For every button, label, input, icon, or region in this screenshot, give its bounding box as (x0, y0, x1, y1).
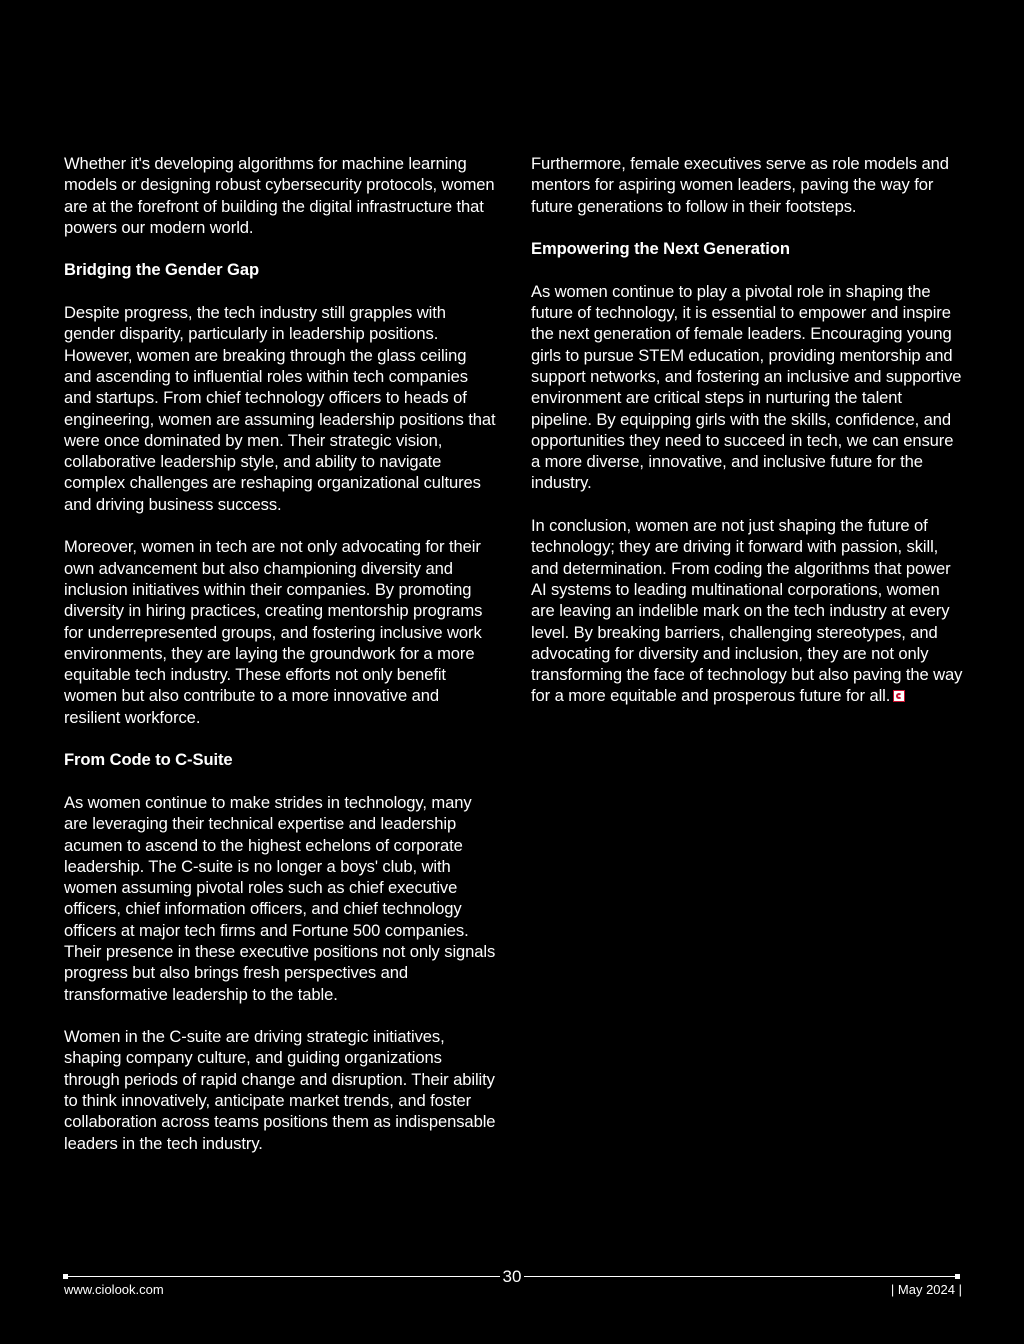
paragraph: Moreover, women in tech are not only advocating for their own advancement but also championing diversity and inclusion initiatives within their companies. By promoting diversity in hiring practices, creating mentorship programs for underrepresented groups, and fostering inclusive work environments, they are laying the groundwork for a more equitable tech industry. These efforts not only benefit women but also contribute to a more innovative and resilient workforce. (64, 537, 483, 727)
footer-rule-end-dot-left (63, 1274, 68, 1279)
footer-website: www.ciolook.com (64, 1282, 164, 1297)
page-number: 30 (502, 1267, 522, 1286)
footer-issue-date: | May 2024 | (890, 1282, 962, 1297)
section-heading-bridging-the-gender-gap: Bridging the Gender Gap (64, 260, 259, 280)
paragraph: Despite progress, the tech industry still grapples with gender disparity, particularly in leadership positions. However, women are breaking through the glass ceiling and ascending to influential roles within tech companies and startups. From chief technology officers to heads of engineering, women are assuming leadership positions that were once dominated by men. Their strategic vision, collaborative leadership style, and ability to navigate complex challenges are reshaping organizational cultures and driving business success. (64, 303, 496, 514)
closing-paragraph (531, 515, 963, 707)
paragraph: Furthermore, female executives serve as role models and mentors for aspiring women leaders, paving the way for future generations to follow in their footsteps. (531, 154, 949, 216)
end-mark-icon (893, 690, 905, 702)
paragraph: As women continue to make strides in technology, many are leveraging their technical expertise and leadership acumen to ascend to the highest echelons of corporate leadership. The C-suite is no longer a boys' club, with women assuming pivotal roles such as chief executive officers, chief information officers, and chief technology officers at major tech firms and Fortune 500 companies. Their presence in these executive positions not only signals progress but also brings fresh perspectives and transformative leadership to the table. (64, 792, 496, 1004)
paragraph: Women in the C-suite are driving strategic initiatives, shaping company culture, and guiding organizations through periods of rapid change and disruption. Their ability to think innovatively, anticipate market trends, and foster collaboration across teams positions them as indispensable leaders in the tech industry. (64, 1027, 496, 1153)
section-heading-empowering-the-next-generation: Empowering the Next Generation (531, 239, 790, 259)
closing-paragraph-text: In conclusion, women are not just shaping the future of technology; they are driving it forward with passion, skill, and determination. From coding the algorithms that power AI systems to leading multinational corporations, women are leaving an indelible mark on the tech industry at every level. By breaking barriers, challenging stereotypes, and advocating for diversity and inclusion, they are not only transforming the face of technology but also paving the way for a more equitable and prosperous future for all. (531, 516, 963, 706)
footer-rule-right (524, 1276, 960, 1277)
right-column (531, 153, 963, 728)
left-column (64, 153, 496, 1175)
paragraph: Whether it's developing algorithms for machine learning models or designing robust cybersecurity protocols, women are at the forefront of building the digital infrastructure that powers our modern world. (64, 154, 495, 237)
footer-rule-left (64, 1276, 500, 1277)
footer-rule-end-dot-right (955, 1274, 960, 1279)
paragraph: As women continue to play a pivotal role in shaping the future of technology, it is essential to empower and inspire the next generation of female leaders. Encouraging young girls to pursue STEM education, providing mentorship and support networks, and fostering an inclusive and supportive environment are critical steps in nurturing the talent pipeline. By equipping girls with the skills, confidence, and opportunities they need to succeed in tech, we can ensure a more diverse, innovative, and inclusive future for the industry. (531, 281, 962, 493)
section-heading-from-code-to-c-suite: From Code to C-Suite (64, 750, 233, 770)
